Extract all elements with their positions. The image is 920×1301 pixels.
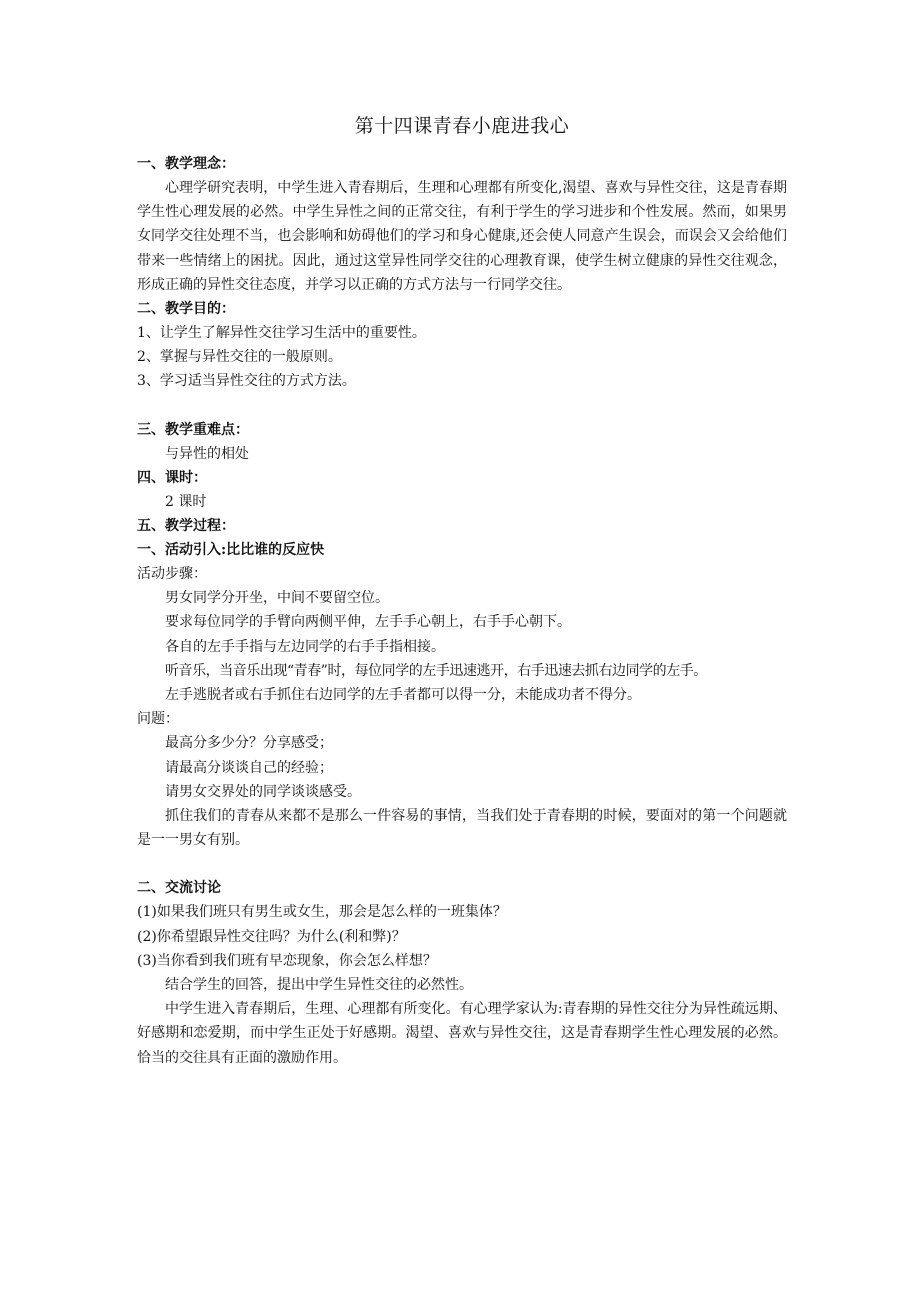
- section-heading-objectives: 二、教学目的：: [137, 301, 235, 318]
- activity-heading: 一、活动引入:比比谁的反应快: [137, 542, 325, 559]
- objective-item: 1、让学生了解异性交往学习生活中的重要性。: [137, 325, 426, 342]
- questions-label: 问题：: [137, 711, 179, 728]
- philosophy-paragraph: 心理学研究表明，中学生进入青春期后，生理和心理都有所变化,渴望、喜欢与异性交往，这是青春期学生性心理发展的必然。中学生异性之间的正常交往，有利于学生的学习进步和个性发展。然而，如果男女同学交往处理不当，也会影响和妨碍他们的学习和身心健康,还会使人同意产生误会，而误会又会给他们带来一些情绪上的困扰。因此，通过这堂异性同学交往的心理教育课，使学生树立健康的异性交往观念，形成正确的异性交往态度，并学习以正确的方式方法与一行同学交往。: [137, 180, 787, 293]
- section-heading-class-hours: 四、课时：: [137, 469, 207, 486]
- activity-step: 各自的左手手指与左边同学的右手手指相接。: [165, 638, 445, 655]
- activity-summary: 抓住我们的青春从来都不是那么一件容易的事情，当我们处于青春期的时候，要面对的第一个问题就是一一男女有别。: [137, 808, 787, 849]
- question-item: 最高分多少分？分享感受；: [165, 735, 333, 752]
- document-page: [137, 112, 787, 1070]
- spacer: [137, 394, 787, 418]
- section-heading-process: 五、教学过程：: [137, 518, 235, 535]
- objective-item: 2、掌握与异性交往的一般原则。: [137, 349, 342, 366]
- section-heading-discussion: 二、交流讨论: [137, 880, 221, 897]
- key-points-text: 与异性的相处: [165, 445, 249, 462]
- activity-step: 听音乐，当音乐出现“青春”时，每位同学的左手迅速逃开，右手迅速去抓右边同学的左手。: [165, 662, 707, 679]
- question-item: 请最高分谈谈自己的经验；: [165, 759, 333, 776]
- class-hours-text: 2 课时: [165, 493, 207, 510]
- page-title: 第十四课青春小鹿进我心: [354, 115, 570, 137]
- steps-label: 活动步骤：: [137, 566, 207, 583]
- discussion-paragraph: 结合学生的回答，提出中学生异性交往的必然性。: [165, 977, 473, 994]
- activity-step: 左手逃脱者或右手抓住右边同学的左手者都可以得一分，未能成功者不得分。: [165, 687, 641, 704]
- discussion-item: (2)你希望跟异性交往吗？为什么(利和弊)？: [137, 928, 406, 945]
- discussion-item: (3)当你看到我们班有早恋现象，你会怎么样想？: [137, 952, 437, 969]
- discussion-item: (1)如果我们班只有男生或女生，那会是怎么样的一班集体？: [137, 904, 507, 921]
- section-heading-key-points: 三、教学重难点：: [137, 421, 249, 438]
- discussion-paragraph: 中学生进入青春期后，生理、心理都有所变化。有心理学家认为:青春期的异性交往分为异性疏远期、好感期和恋爱期，而中学生正处于好感期。渴望、喜欢与异性交往，这是青春期学生性心理发展的必然。恰当的交往具有正面的激励作用。: [137, 1001, 787, 1066]
- activity-step: 男女同学分开坐，中间不要留空位。: [165, 590, 389, 607]
- question-item: 请男女交界处的同学谈谈感受。: [165, 783, 361, 800]
- objective-item: 3、学习适当异性交往的方式方法。: [137, 373, 356, 390]
- spacer: [137, 852, 787, 876]
- section-heading-philosophy: 一、教学理念：: [137, 156, 235, 172]
- activity-step: 要求每位同学的手臂向两侧平伸，左手手心朝上，右手手心朝下。: [165, 614, 571, 631]
